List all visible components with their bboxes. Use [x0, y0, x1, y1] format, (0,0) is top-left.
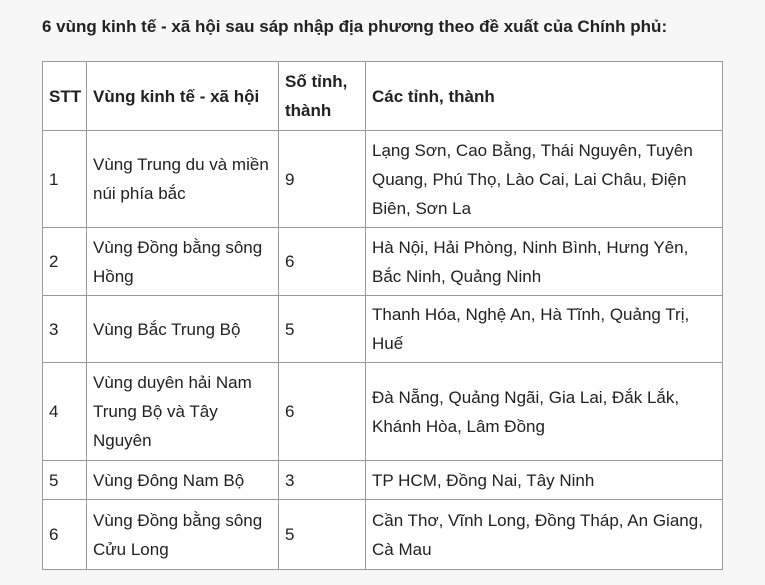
cell-provinces: Cần Thơ, Vĩnh Long, Đồng Tháp, An Giang, Cà Mau	[366, 500, 723, 570]
cell-provinces: Đà Nẵng, Quảng Ngãi, Gia Lai, Đắk Lắk, Khánh Hòa, Lâm Đồng	[366, 363, 723, 461]
table-row	[43, 228, 723, 296]
cell-provinces: TP HCM, Đồng Nai, Tây Ninh	[366, 461, 723, 500]
cell-region: Vùng duyên hải Nam Trung Bộ và Tây Nguyên	[87, 363, 279, 461]
cell-provinces: Thanh Hóa, Nghệ An, Hà Tĩnh, Quảng Trị, Huế	[366, 296, 723, 363]
cell-region: Vùng Bắc Trung Bộ	[87, 296, 279, 363]
table-row	[43, 296, 723, 363]
cell-stt: 5	[43, 461, 87, 500]
regions-table	[42, 61, 723, 570]
cell-count: 6	[279, 363, 366, 461]
cell-stt: 6	[43, 500, 87, 570]
cell-count: 6	[279, 228, 366, 296]
cell-provinces: Lạng Sơn, Cao Bằng, Thái Nguyên, Tuyên Quang, Phú Thọ, Lào Cai, Lai Châu, Điện Biên, Sơn La	[366, 131, 723, 228]
cell-count: 5	[279, 296, 366, 363]
cell-region: Vùng Trung du và miền núi phía bắc	[87, 131, 279, 228]
table-row	[43, 131, 723, 228]
cell-region: Vùng Đồng bằng sông Hồng	[87, 228, 279, 296]
table-header-row	[43, 62, 723, 131]
cell-region: Vùng Đồng bằng sông Cửu Long	[87, 500, 279, 570]
cell-provinces: Hà Nội, Hải Phòng, Ninh Bình, Hưng Yên, Bắc Ninh, Quảng Ninh	[366, 228, 723, 296]
cell-count: 9	[279, 131, 366, 228]
table-row	[43, 500, 723, 570]
cell-stt: 1	[43, 131, 87, 228]
header-provinces: Các tỉnh, thành	[366, 62, 723, 131]
cell-stt: 3	[43, 296, 87, 363]
cell-count: 5	[279, 500, 366, 570]
header-stt: STT	[43, 62, 87, 131]
header-region: Vùng kinh tế - xã hội	[87, 62, 279, 131]
cell-stt: 2	[43, 228, 87, 296]
page-heading: 6 vùng kinh tế - xã hội sau sáp nhập địa phương theo đề xuất của Chính phủ:	[42, 17, 668, 36]
header-count: Số tỉnh, thành	[279, 62, 366, 131]
cell-region: Vùng Đông Nam Bộ	[87, 461, 279, 500]
cell-count: 3	[279, 461, 366, 500]
table-row	[43, 461, 723, 500]
cell-stt: 4	[43, 363, 87, 461]
table-row	[43, 363, 723, 461]
